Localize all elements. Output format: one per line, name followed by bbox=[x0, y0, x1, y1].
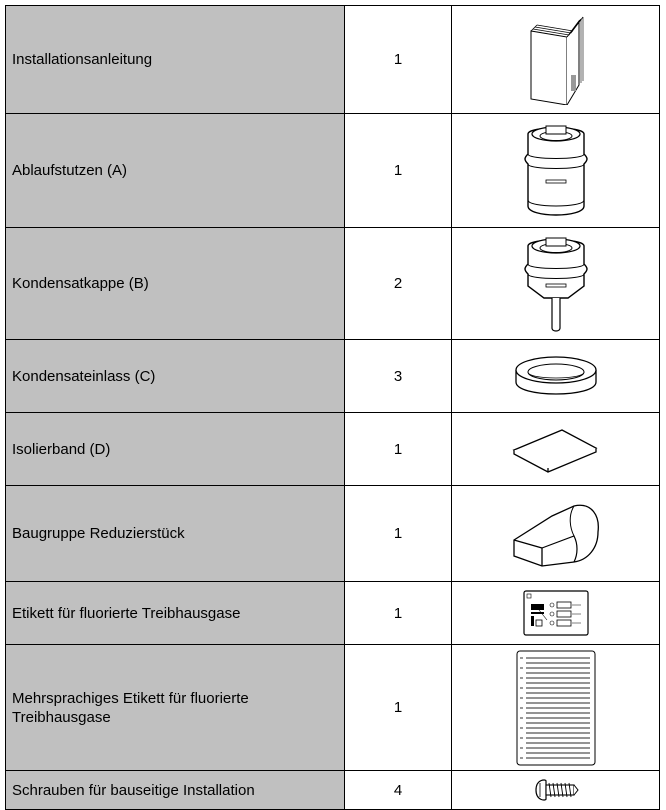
table-row bbox=[6, 6, 660, 114]
part-name: Etikett für fluorierte Treibhausgase bbox=[6, 582, 345, 645]
table-row bbox=[6, 771, 660, 810]
table-row bbox=[6, 645, 660, 771]
table-row bbox=[6, 114, 660, 228]
table-row bbox=[6, 340, 660, 413]
part-name: Isolierband (D) bbox=[6, 413, 345, 486]
part-quantity: 1 bbox=[345, 645, 452, 771]
part-name: Ablaufstutzen (A) bbox=[6, 114, 345, 228]
part-name: Mehrsprachiges Etikett für fluorierte Treibhausgase bbox=[6, 645, 345, 771]
part-quantity: 1 bbox=[345, 413, 452, 486]
part-image-cell bbox=[452, 645, 660, 771]
table-row bbox=[6, 228, 660, 340]
part-quantity: 1 bbox=[345, 582, 452, 645]
drain-socket-icon bbox=[516, 120, 596, 222]
part-quantity: 1 bbox=[345, 6, 452, 114]
part-quantity: 1 bbox=[345, 486, 452, 582]
part-name: Installationsanleitung bbox=[6, 6, 345, 114]
part-name: Kondensatkappe (B) bbox=[6, 228, 345, 340]
table-row bbox=[6, 582, 660, 645]
part-name: Baugruppe Reduzierstück bbox=[6, 486, 345, 582]
part-quantity: 4 bbox=[345, 771, 452, 810]
part-name: Kondensateinlass (C) bbox=[6, 340, 345, 413]
part-image-cell bbox=[452, 582, 660, 645]
fgas-label-icon bbox=[523, 590, 589, 636]
part-image-cell bbox=[452, 340, 660, 413]
part-image-cell bbox=[452, 413, 660, 486]
part-image-cell bbox=[452, 228, 660, 340]
part-name: Schrauben für bauseitige Installation bbox=[6, 771, 345, 810]
reducer-assembly-icon bbox=[508, 496, 604, 572]
part-quantity: 2 bbox=[345, 228, 452, 340]
part-quantity: 3 bbox=[345, 340, 452, 413]
condensate-inlet-icon bbox=[508, 350, 604, 402]
part-image-cell bbox=[452, 6, 660, 114]
part-image-cell bbox=[452, 114, 660, 228]
insulation-tape-icon bbox=[508, 424, 604, 474]
part-image-cell bbox=[452, 486, 660, 582]
condensate-cap-icon bbox=[516, 232, 596, 336]
part-image-cell bbox=[452, 771, 660, 810]
manual-booklet-icon bbox=[521, 15, 591, 105]
part-quantity: 1 bbox=[345, 114, 452, 228]
screw-icon bbox=[532, 777, 580, 803]
accessories-table bbox=[5, 5, 660, 810]
table-row bbox=[6, 413, 660, 486]
multilingual-label-icon bbox=[516, 650, 596, 766]
table-row bbox=[6, 486, 660, 582]
